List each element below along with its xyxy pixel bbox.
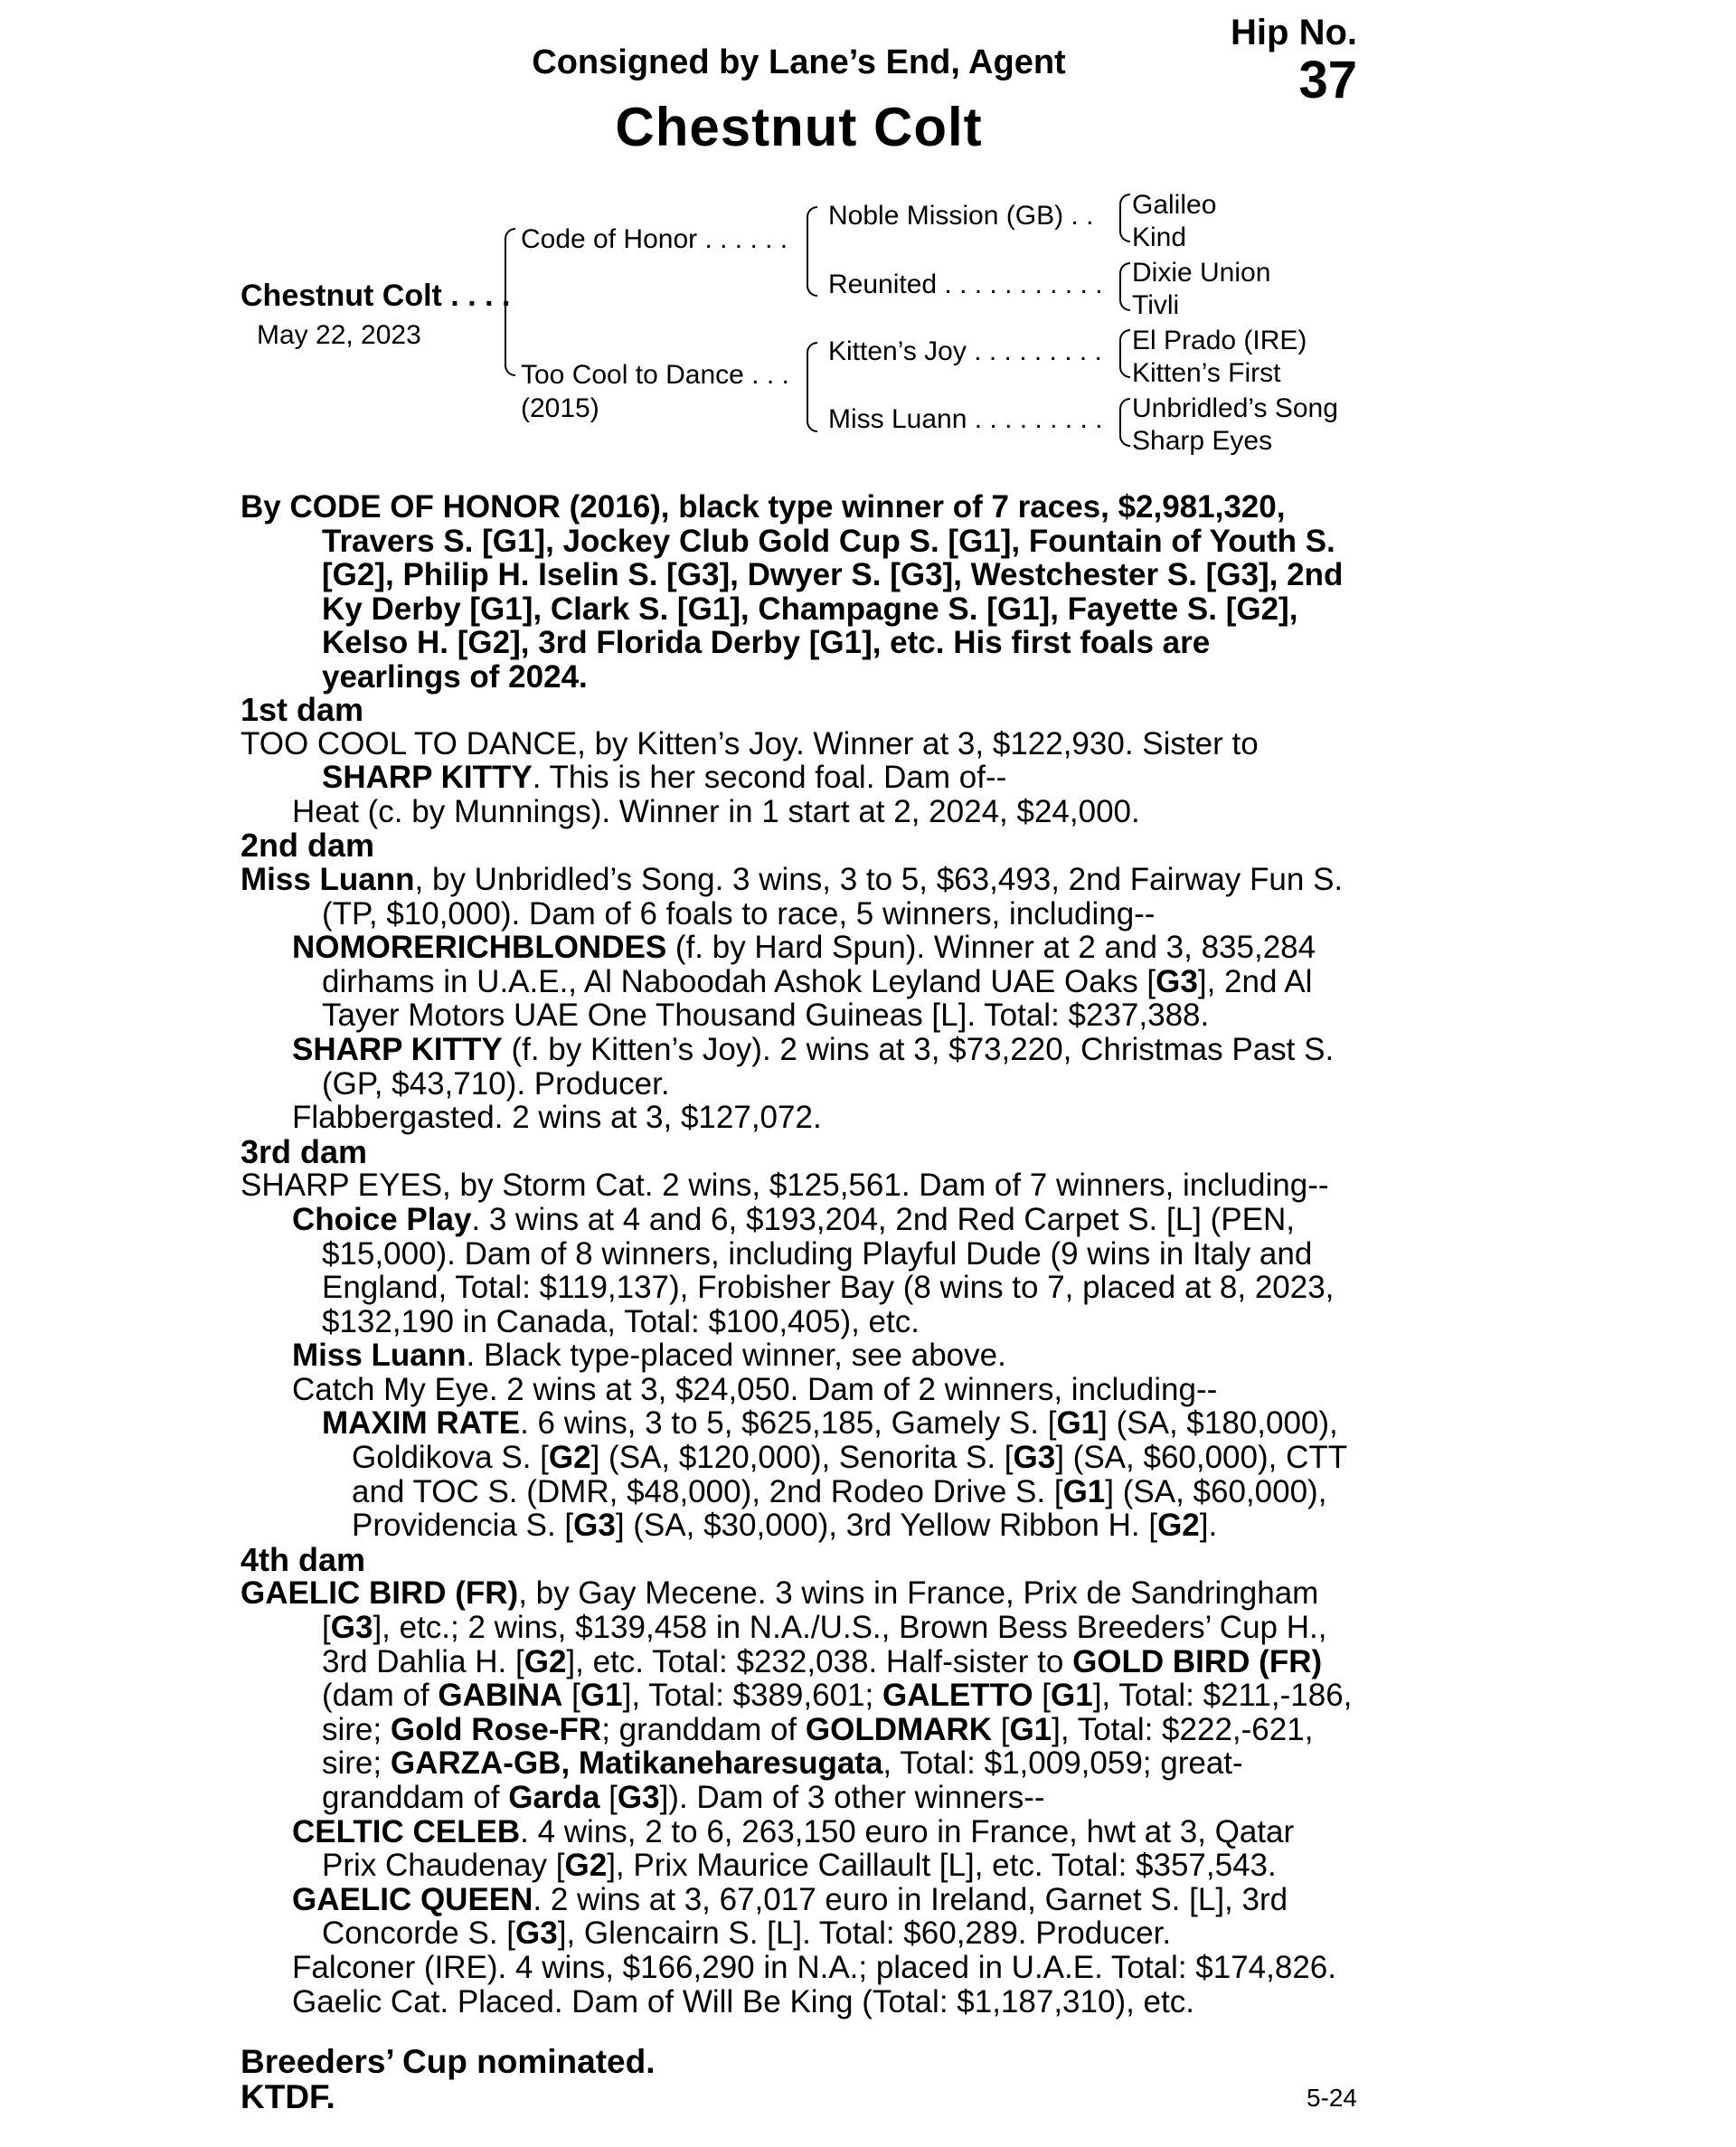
grade: G3 [515,1915,558,1952]
pedigree-ancestor: Sharp Eyes [1132,426,1273,456]
pedigree-foaled-date: May 22, 2023 [257,320,421,350]
grade: G3 [330,1610,373,1646]
pedigree-ancestor: Galileo [1132,190,1217,220]
horse-name: Choice Play [292,1201,472,1237]
text: TOO COOL TO DANCE, by Kitten’s Joy. Winner at 3, $122,930. Sister to [241,725,1259,761]
produce-entry [292,1338,1357,1373]
text: ]. [1199,1508,1218,1544]
sire-note: By CODE OF HONOR (2016), black type winner of 7 races, $2,981,320, Travers S. [G1], Jockey Club Gold Cup S. [G1], Fountain of Youth S. [G2], Philip H. Iselin S. [G3], Dwyer S. [G3], Westchester S. [G3], 2nd Ky Derby [G1], Clark S. [G1], Champagne S. [G1], Fayette S. [G2], Kelso H. [G2], 3rd Florida Derby [G1], etc. His first foals are yearlings of 2024. [241,489,1344,695]
horse-name: CELTIC CELEB [292,1813,521,1849]
third-dam-heading: 3rd dam [241,1132,368,1170]
pedigree-ancestor: Dixie Union [1132,258,1271,288]
horse-name: GAELIC QUEEN [292,1881,533,1917]
horse-name: Miss Luann [292,1338,467,1374]
horse-name: GOLD BIRD (FR) [1072,1643,1323,1679]
produce-entry: Catch My Eye. 2 wins at 3, $24,050. Dam of 2 winners, including-- [292,1371,1218,1407]
text: ] (SA, $60,000), CTT and TOC S. (DMR, $48,000), 2nd Rodeo Drive S. [ [352,1440,1347,1509]
horse-name: GALETTO [882,1678,1033,1714]
grade: G3 [1156,963,1198,999]
grade: G1 [1051,1678,1093,1714]
second-dam-entry [241,863,1357,931]
grade: G1 [1009,1711,1052,1747]
text: ], 2nd Al Tayer Motors UAE One Thousand Guineas [L]. Total: $237,388. [322,963,1313,1034]
fourth-dam-heading: 4th dam [241,1540,366,1578]
grade: G1 [1056,1405,1099,1442]
hip-number: 37 [1298,51,1357,109]
pedigree-dam-dam: Miss Luann . . . . . . . . . [828,404,1103,434]
text: (f. by Hard Spun). Winner at 2 and 3, 835,284 dirhams in U.A.E., Al Naboodah Ashok Leyland UAE Oaks [ [322,930,1316,999]
pedigree-brace [1119,194,1130,242]
produce-entry [292,1203,1357,1338]
pedigree-sire: Code of Honor . . . . . . [521,224,788,254]
dam-name: Miss Luann [241,861,415,897]
produce-entry: Heat (c. by Munnings). Winner in 1 start at 2, 2024, $24,000. [292,793,1140,829]
text: [ [562,1678,580,1714]
horse-name: SHARP KITTY [292,1031,503,1067]
text: . 3 wins at 4 and 6, $193,204, 2nd Red Carpet S. [L] (PEN, $15,000). Dam of 8 winners, including Playful Dude (9 wins in Italy and England, Total: $119,137), Frobisher Bay (8 wins to 7, placed at 8, 2023, $132,190 in Canada, Total: $100,405), etc. [322,1201,1335,1339]
produce-entry: Falconer (IRE). 4 wins, $166,290 in N.A.; placed in U.A.E. Total: $174,826. [292,1949,1336,1985]
text: ], etc.; 2 wins, $139,458 in N.A./U.S., Brown Bess Breeders’ Cup H., 3rd Dahlia H. [ [322,1610,1327,1679]
sibling-name: SHARP KITTY [322,760,533,796]
produce-entry [322,1406,1357,1542]
text: ] (SA, $30,000), 3rd Yellow Ribbon H. [ [615,1508,1158,1544]
horse-name: GOLDMARK [805,1711,992,1747]
pedigree-brace [1119,262,1130,311]
text: ], Prix Maurice Caillault [L], etc. Total: $357,543. [607,1848,1277,1884]
text: . 2 wins at 3, 67,017 euro in Ireland, Garnet S. [L], 3rd Concorde S. [ [322,1881,1288,1952]
pedigree-ancestor: Tivli [1132,290,1180,320]
dam-name: GAELIC BIRD (FR) [241,1575,519,1612]
produce-entry [292,1815,1357,1883]
grade: G3 [617,1780,660,1815]
grade: G1 [1062,1473,1106,1509]
text: ], Total: $222,-621, sire; [322,1711,1314,1782]
text: ], Glencairn S. [L]. Total: $60,289. Producer. [557,1915,1172,1952]
pedigree-sire-sire: Noble Mission (GB) . . [828,201,1094,231]
pedigree-sire-dam: Reunited . . . . . . . . . . . [828,270,1103,299]
pedigree-brace [807,206,817,297]
horse-title: Chestnut Colt [615,97,983,157]
produce-entry [292,931,1357,1033]
text: , by Gay Mecene. 3 wins in France, Prix de Sandringham [ [322,1575,1319,1646]
text: (dam of [322,1678,439,1714]
pedigree-brace [1119,398,1130,447]
text: . Black type-placed winner, see above. [466,1338,1006,1374]
produce-entry: Flabbergasted. 2 wins at 3, $127,072. [292,1100,822,1136]
produce-entry [292,1883,1357,1951]
text: [ [599,1780,618,1815]
horse-name: NOMORERICHBLONDES [292,930,667,966]
pedigree-ancestor: Unbridled’s Song [1132,393,1338,423]
catalog-page [241,0,1357,2147]
pedigree-ancestor: Kind [1132,222,1187,252]
text: , Total: $1,009,059; great-granddam of [322,1745,1243,1815]
ktdf-note: KTDF. [241,2078,335,2115]
text: ] (SA, $120,000), Senorita S. [ [590,1440,1014,1476]
text: ] (SA, $180,000), Goldikova S. [ [352,1405,1338,1476]
catalog-code: 5-24 [1306,2084,1357,2112]
pedigree-dam-year: (2015) [521,393,599,423]
text: ], etc. Total: $232,038. Half-sister to [566,1643,1073,1679]
grade: G2 [524,1643,567,1679]
fourth-dam-entry [241,1576,1357,1814]
horse-name: Garda [508,1780,600,1815]
first-dam-entry [241,727,1357,795]
pedigree-ancestor: Kitten’s First [1132,358,1281,388]
horse-name: GABINA [438,1678,563,1714]
breeders-cup-note: Breeders’ Cup nominated. [241,2043,656,2080]
text: . This is her second foal. Dam of-- [532,760,1007,796]
footer-notes [241,2044,656,2114]
pedigree-dam: Too Cool to Dance . . . [521,360,789,390]
pedigree-ancestor: El Prado (IRE) [1132,326,1307,355]
female-family [241,693,1357,2019]
horse-name: GARZA-GB, Matikaneharesugata [390,1745,883,1782]
text: ] (SA, $60,000), Providencia S. [ [352,1473,1327,1544]
text: [ [1033,1678,1051,1714]
grade: G2 [548,1440,591,1476]
hip-label: Hip No. [1231,13,1357,52]
sire-summary [241,490,1357,695]
text: ]). Dam of 3 other winners-- [659,1780,1045,1815]
pedigree-dam-sire: Kitten’s Joy . . . . . . . . . [828,336,1102,366]
pedigree-brace [1119,329,1130,378]
third-dam-entry: SHARP EYES, by Storm Cat. 2 wins, $125,561. Dam of 7 winners, including-- [241,1168,1329,1204]
grade: G3 [1013,1440,1056,1476]
grade: G2 [564,1848,608,1884]
grade: G3 [573,1508,616,1544]
pedigree-brace [505,228,515,376]
text: , by Unbridled’s Song. 3 wins, 3 to 5, $63,493, 2nd Fairway Fun S. (TP, $10,000). Dam of 6 foals to race, 5 winners, including-- [322,861,1344,932]
text: [ [991,1711,1010,1747]
consignor-line: Consigned by Lane’s End, Agent [532,43,1066,81]
grade: G1 [580,1678,623,1714]
produce-entry: Gaelic Cat. Placed. Dam of Will Be King (Total: $1,187,310), etc. [292,1983,1194,2019]
pedigree-foal: Chestnut Colt . . . . [241,279,511,313]
text: ], Total: $389,601; [622,1678,882,1714]
text: ; granddam of [601,1711,806,1747]
produce-entry [292,1033,1357,1101]
grade: G2 [1157,1508,1200,1544]
text: ], Total: $211,-186, sire; [322,1678,1353,1747]
second-dam-heading: 2nd dam [241,827,375,865]
pedigree-brace [807,342,817,432]
first-dam-heading: 1st dam [241,691,364,728]
horse-name: Gold Rose-FR [390,1711,602,1747]
text: . 6 wins, 3 to 5, $625,185, Gamely S. [ [520,1405,1057,1442]
text: (f. by Kitten’s Joy). 2 wins at 3, $73,220, Christmas Past S. (GP, $43,710). Producer. [322,1031,1335,1102]
horse-name: MAXIM RATE [322,1405,521,1442]
text: . 4 wins, 2 to 6, 263,150 euro in France, hwt at 3, Qatar Prix Chaudenay [ [322,1813,1295,1884]
